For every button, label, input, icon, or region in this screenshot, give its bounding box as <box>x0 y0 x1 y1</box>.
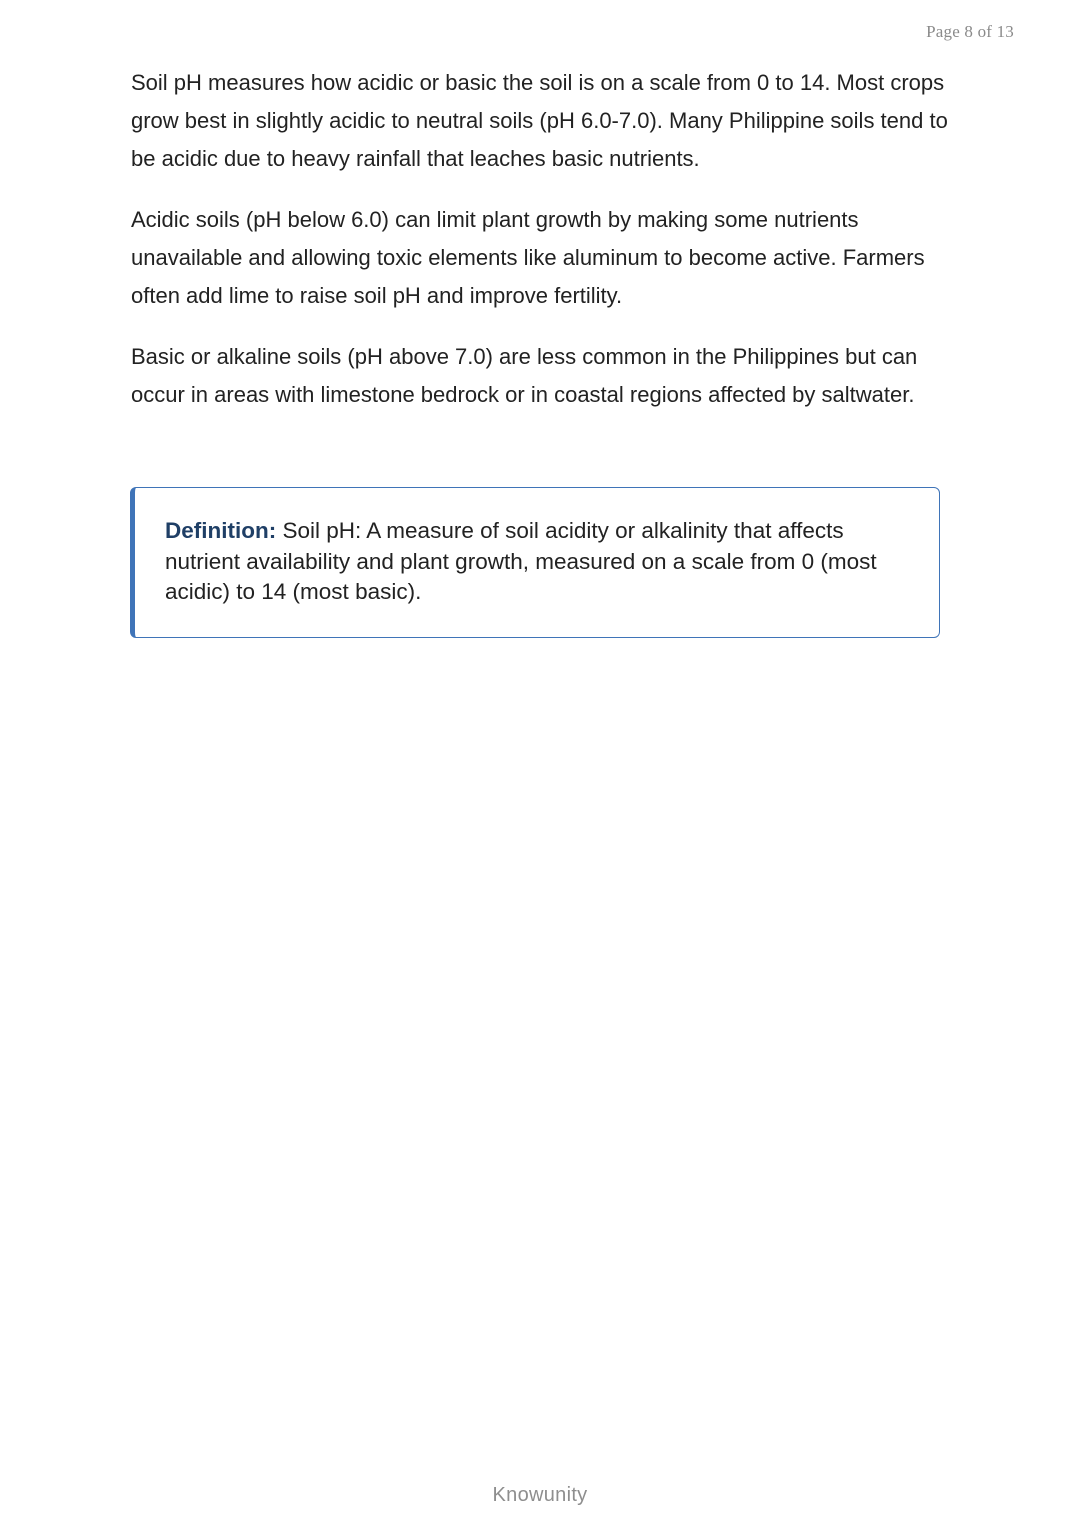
definition-box <box>130 487 940 638</box>
definition-label: Definition: <box>165 518 277 543</box>
definition-text <box>165 516 907 608</box>
definition-body: Soil pH: A measure of soil acidity or alkalinity that affects nutrient availability and plant growth, measured on a scale from 0 (most acidic) to 14 (most basic). <box>165 518 877 604</box>
page-indicator: Page 8 of 13 <box>926 22 1014 41</box>
paragraph-acidic-soils: Acidic soils (pH below 6.0) can limit plant growth by making some nutrients unavailable and allowing toxic elements like aluminum to become active. Farmers often add lime to raise soil pH and improve fertility. <box>131 207 925 308</box>
paragraph-alkaline-soils: Basic or alkaline soils (pH above 7.0) are less common in the Philippines but can occur in areas with limestone bedrock or in coastal regions affected by saltwater. <box>131 344 918 407</box>
paragraph-soil-ph-intro: Soil pH measures how acidic or basic the soil is on a scale from 0 to 14. Most crops grow best in slightly acidic to neutral soils (pH 6.0-7.0). Many Philippine soils tend to be acidic due to heavy rainfall that leaches basic nutrients. <box>131 70 948 171</box>
main-content <box>131 64 961 437</box>
footer-brand-logo: Knowunity <box>492 1484 588 1506</box>
